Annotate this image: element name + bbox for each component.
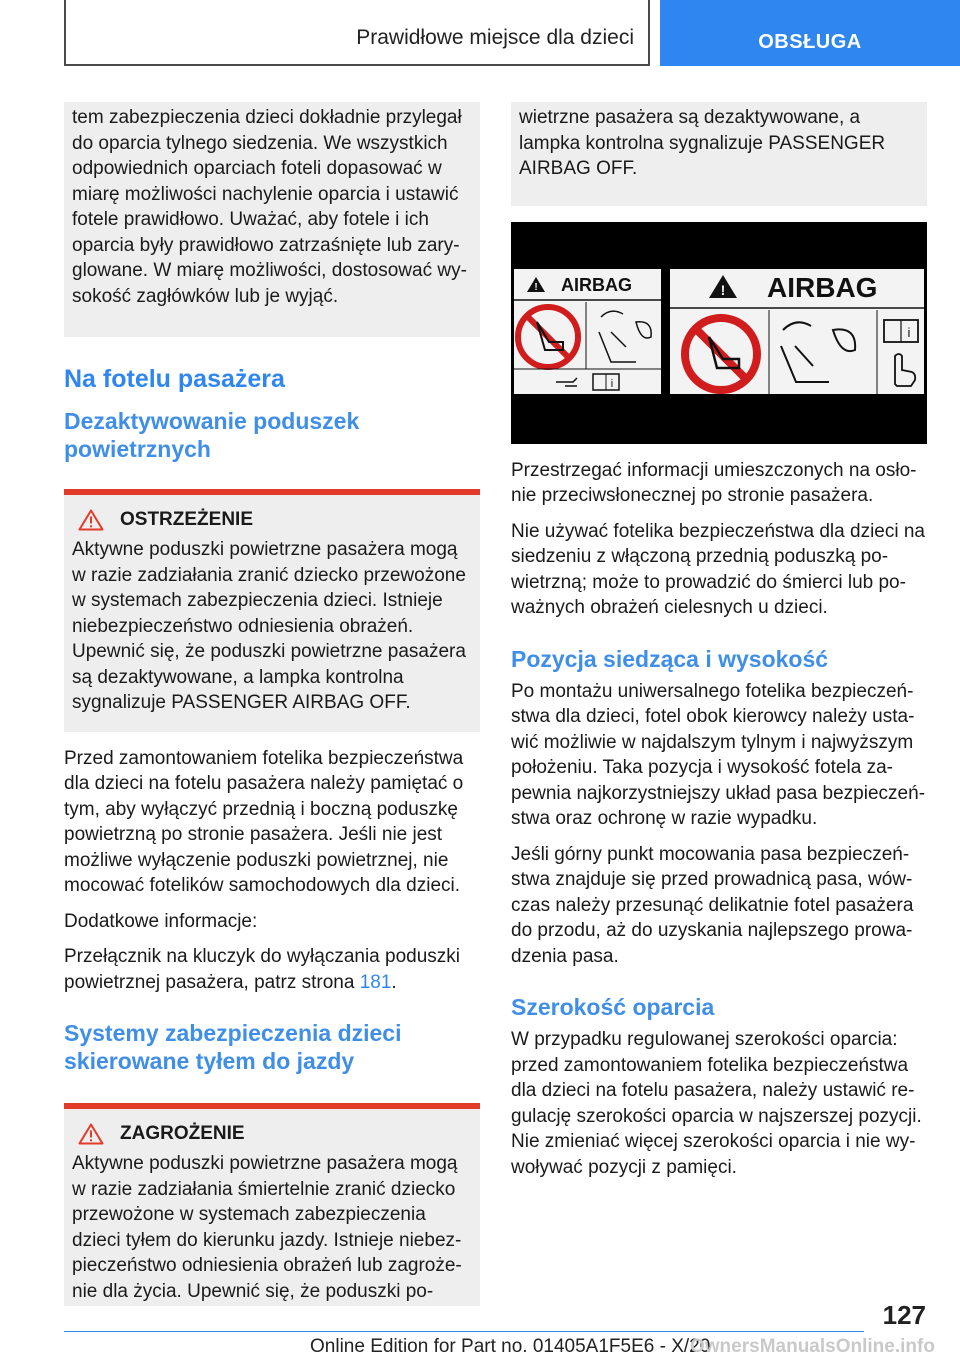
header-chapter-label: OBSŁUGA (758, 31, 862, 53)
danger-header (72, 1123, 470, 1145)
heading-seating-position: Pozycja siedząca i wysokość (511, 645, 829, 672)
header-section-title: Prawidłowe miejsce dla dzieci (356, 26, 634, 49)
airbag-label-large-text: AIRBAG (767, 271, 878, 303)
svg-text:i: i (610, 377, 614, 390)
warning-box (64, 489, 480, 732)
svg-text:!: ! (534, 281, 538, 293)
header-section-box (64, 0, 650, 66)
airbag-label-illustration (511, 222, 927, 444)
header-chapter-tab (660, 0, 960, 66)
svg-text:!: ! (720, 281, 726, 298)
right-column (511, 102, 927, 1180)
footer-edition: Online Edition for Part no. 01405A1F5E6 - X/20 (310, 1336, 711, 1357)
svg-text:i: i (907, 324, 911, 340)
left-column (64, 102, 480, 1306)
body-paragraph: Po montażu uniwersalnego fotelika bezpieczeństwa dla dzieci, fotel obok kierowcy należy ustawić możliwie w najdalszym tylnym i najwyższym położeniu. Taka pozycja i wysokość fotela zapewnia najkorzystniejszy układ pasa bezpieczeństwa oraz ochronę w razie wypadku. (511, 680, 926, 829)
body-paragraph: Dodatkowe informacje: (64, 910, 258, 932)
airbag-label-figure (511, 222, 927, 444)
body-paragraph: Przed zamontowaniem fotelika bezpieczeństwa dla dzieci na fotelu pasażera należy pamiętać o tym, aby wyłączyć przednią i boczną poduszkę powietrzną po stronie pasażera. Jeśli nie jest możliwe wyłączenie poduszki powietrznej, nie mocować fotelików samochodowych dla dzieci. (64, 747, 464, 896)
heading-rear-facing-systems: Systemy zabezpieczenia dzieci skierowane tyłem do jazdy (64, 1020, 402, 1074)
continued-note-box: wietrzne pasażera są dezaktywowane, a lampka kontrolna sygnalizuje PASSENGER AIRBAG OFF. (511, 102, 927, 206)
body-paragraph: W przypadku regulowanej szerokości oparcia: przed zamontowaniem fotelika bezpieczeństwa dla dzieci na fotelu pasażera, należy ustawić regulację szerokości oparcia w najszerszej pozycji. Nie zmieniać więcej szerokości oparcia i nie wywoływać pozycji z pamięci. (511, 1029, 922, 1178)
watermark: OwnersManualsOnline.info (690, 1336, 935, 1357)
heading-deactivate-airbags: Dezaktywowanie poduszek powietrznych (64, 408, 360, 462)
intro-note-box: tem zabezpieczenia dzieci dokładnie przylegał do oparcia tylnego siedzenia. We wszystkich odpowiednich oparciach foteli dopasować w miarę możliwości nachylenie oparcia i ustawić fotele prawidłowo. Uważać, aby fotele i ich oparcia były prawidłowo zatrzaśnięte lub zaryglowane. W miarę możliwości, dostosować wysokość zagłówków lub je wyjąć. (64, 102, 480, 337)
page-reference-link[interactable]: 181 (359, 971, 392, 993)
danger-text: Aktywne poduszki powietrzne pasażera mogą w razie zadziałania śmiertelnie zranić dziecko przewożone w systemach zabezpieczenia dzieci tyłem do kierunku jazdy. Istnieje niebezpieczeństwo odniesienia obrażeń lub zagrożenie dla życia. Upewnić się, że poduszki po- (72, 1153, 462, 1302)
body-paragraph: Jeśli górny punkt mocowania pasa bezpieczeństwa znajduje się przed prowadnicą pasa, wówczas należy przesunąć delikatnie fotel pasażera do przodu, aż do uzyskania najlepszego prowadzenia pasa. (511, 843, 914, 967)
warning-text: Aktywne poduszki powietrzne pasażera mogą w razie zadziałania zranić dziecko przewożone w systemach zabezpieczenia dzieci. Istnieje niebezpieczeństwo odniesienia obrażeń. Upewnić się, że poduszki powietrzne pasażera są dezaktywowane, a lampka kontrolna sygnalizuje PASSENGER AIRBAG OFF. (72, 539, 466, 713)
heading-backrest-width: Szerokość oparcia (511, 994, 715, 1020)
body-paragraph-with-link: Przełącznik na kluczyk do wyłączania poduszki powietrznej pasażera, patrz strona 181. (64, 946, 461, 993)
danger-box (64, 1103, 480, 1306)
warning-title: OSTRZEŻENIE (120, 509, 254, 530)
page-number: 127 (882, 1300, 926, 1330)
airbag-label-small-text: AIRBAG (561, 274, 632, 295)
body-paragraph: Przestrzegać informacji umieszczonych na osłonie przeciwsłonecznej po stronie pasażera. (511, 459, 917, 506)
heading-passenger-seat: Na fotelu pasażera (64, 365, 285, 393)
warning-triangle-icon (78, 509, 104, 531)
body-paragraph: Nie używać fotelika bezpieczeństwa dla dzieci na siedzeniu z włączoną przednią poduszką powietrzną; może to prowadzić do śmierci lub poważnych obrażeń cielesnych u dzieci. (511, 520, 925, 618)
warning-triangle-icon (78, 1123, 104, 1145)
footer-divider (64, 1331, 864, 1332)
danger-title: ZAGROŻENIE (120, 1123, 245, 1144)
warning-header (72, 509, 470, 531)
